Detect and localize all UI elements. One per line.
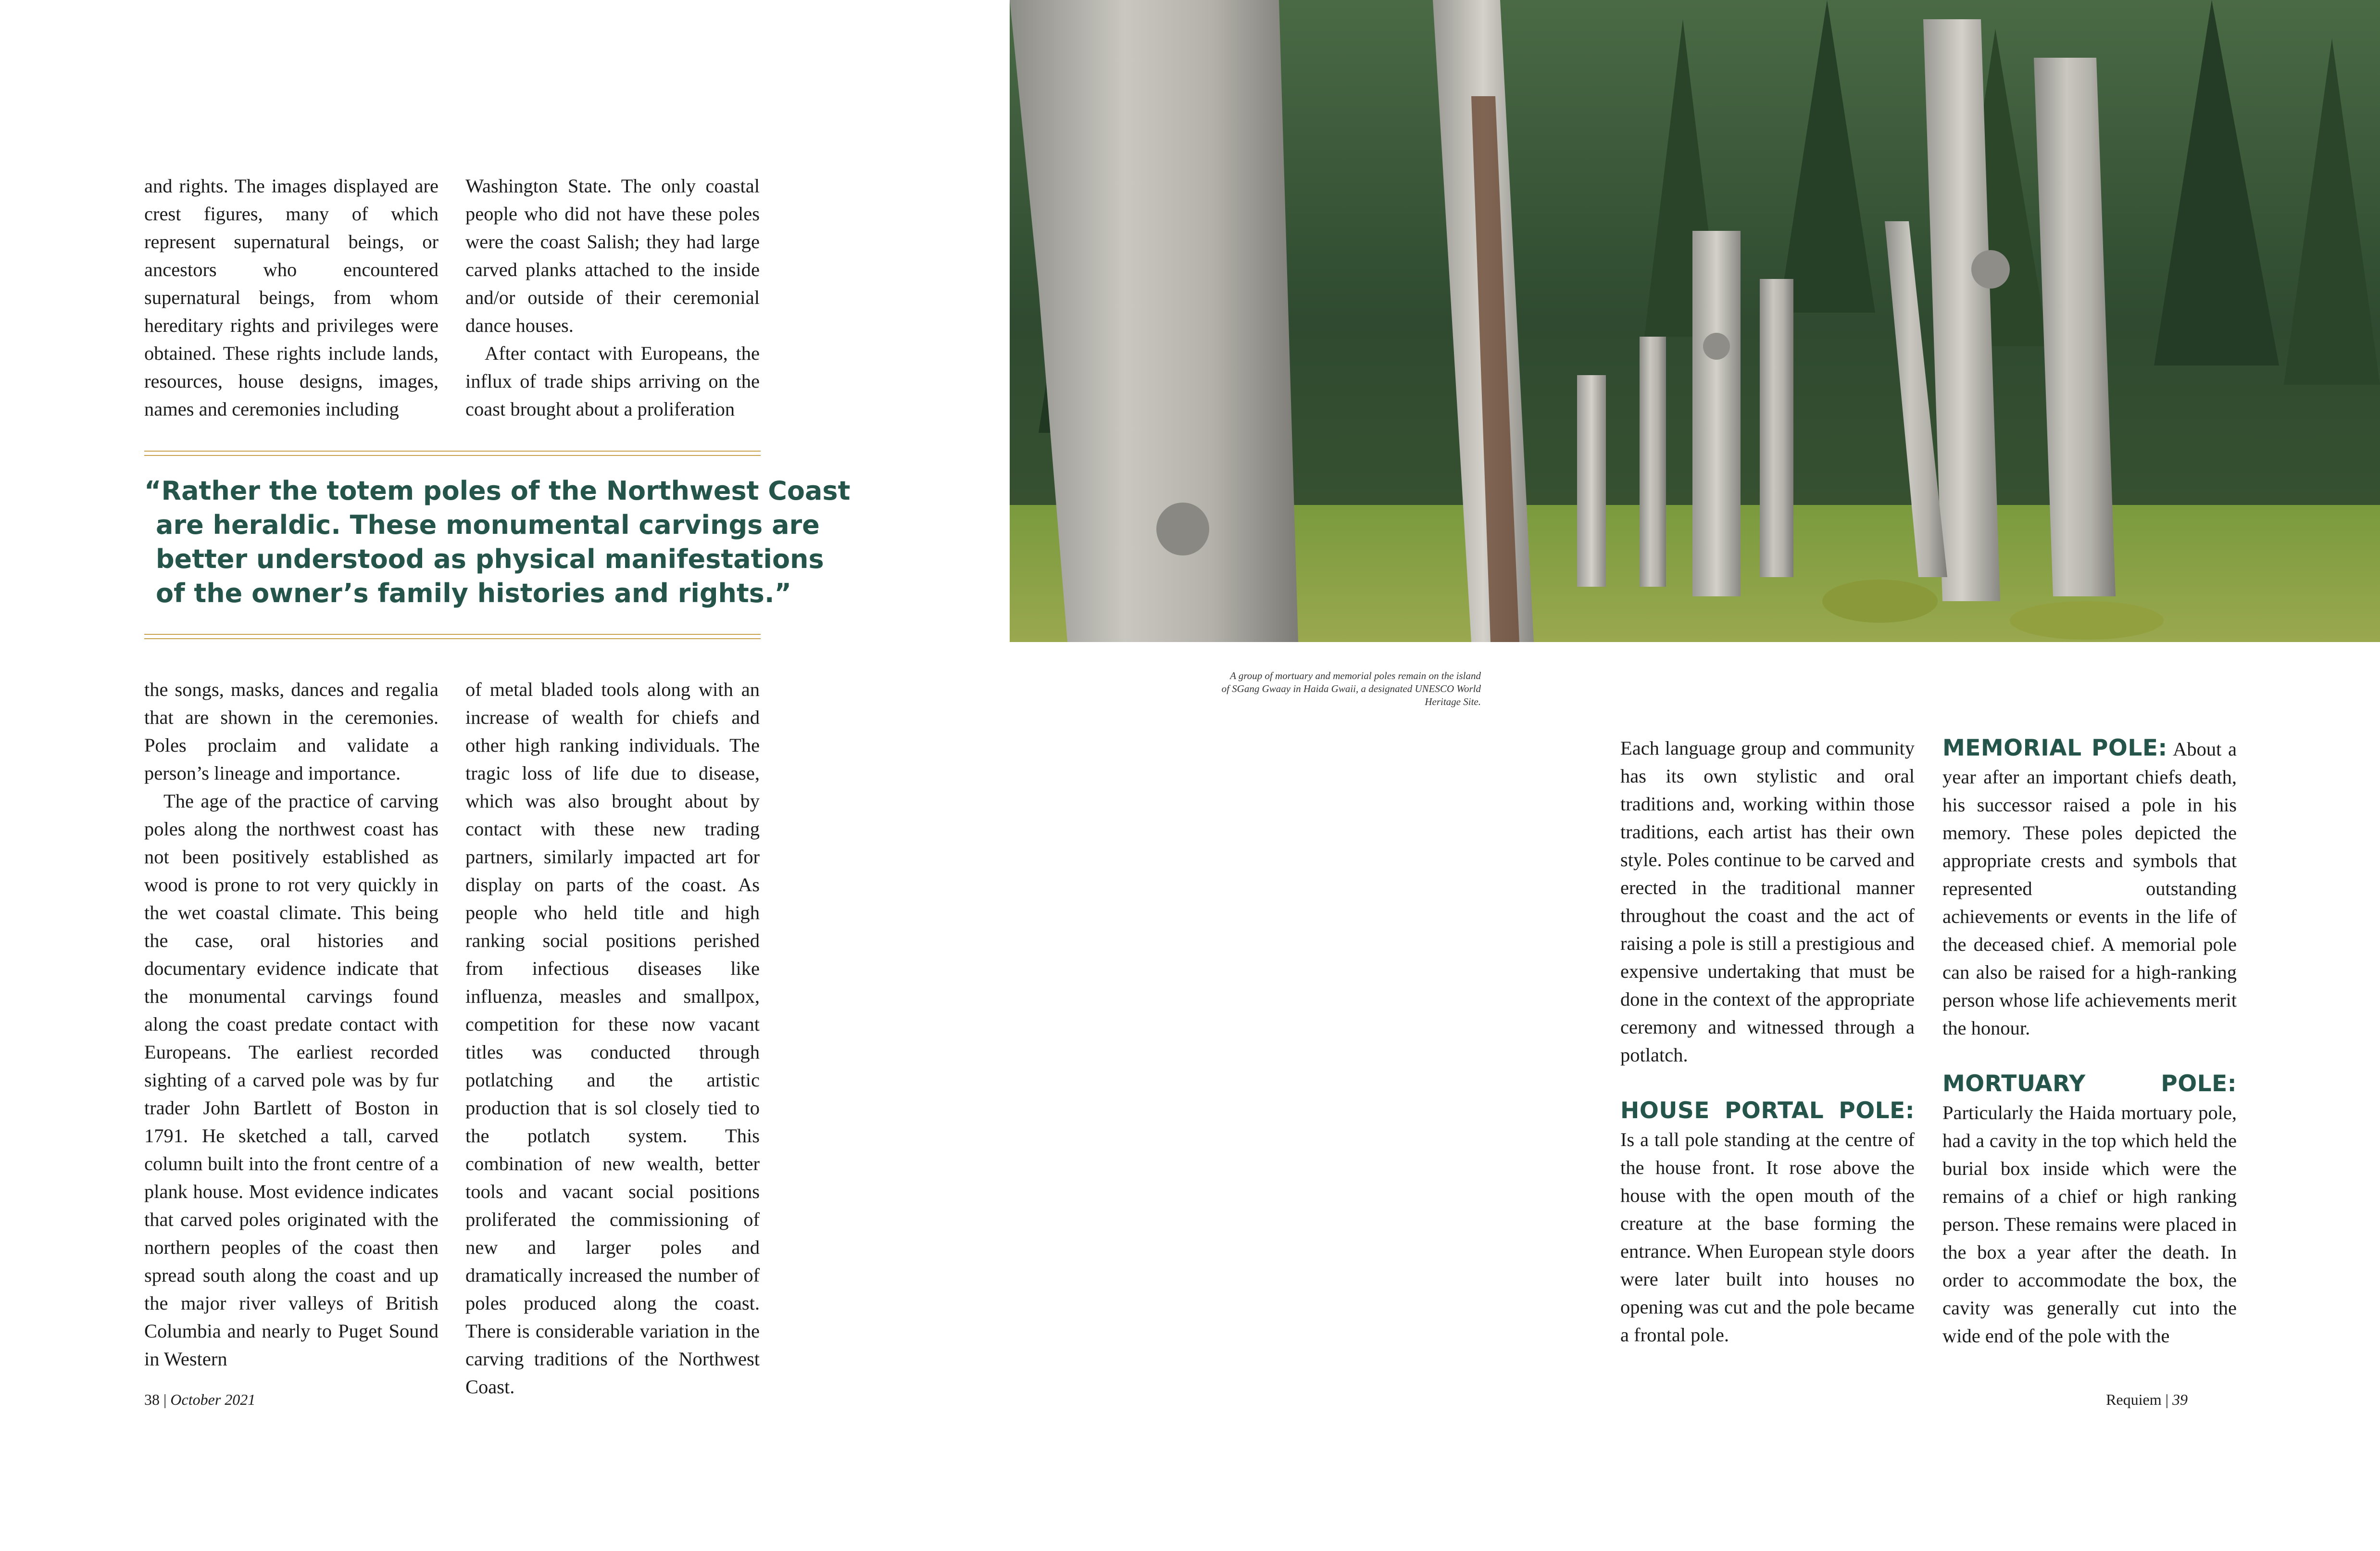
- paragraph: [1942, 734, 2237, 1042]
- mortuary-text: Particularly the Haida mortuary pole, had a cavity in the top which held the burial box inside which were the remains of a chief or high ranking person. These remains were placed in the box a year after the death. In order to accommodate the box, the cavity was generally cut into the wide end of the pole with the: [1942, 1102, 2237, 1347]
- left-col1-top: [144, 172, 438, 423]
- left-col2-top: [465, 172, 760, 423]
- photo-illustration: [1010, 0, 2380, 642]
- carved-face: [1703, 333, 1730, 360]
- memorial-heading: MEMORIAL POLE:: [1942, 735, 2167, 761]
- totem-pole: [1640, 337, 1666, 587]
- totem-poles-photo: [1010, 0, 2380, 642]
- right-folio: [2106, 1390, 2188, 1409]
- carved-face: [1971, 250, 2010, 289]
- mortuary-heading: MORTUARY POLE:: [1942, 1071, 2237, 1097]
- left-folio: [144, 1390, 255, 1409]
- page-number: 39: [2172, 1391, 2188, 1408]
- paragraph: The age of the practice of carving poles along the northwest coast has not been positively established as wood is prone to rot very quickly in the wet coastal climate. This being the case, oral histories and documentary evidence indicate that the monumental carvings found along the coast predate contact with Europeans. The earliest recorded sighting of a carved pole was by fur trader John Bartlett of Boston in 1791. He sketched a tall, carved column built into the front centre of a plank house. Most evidence indicates that carved poles originated with the northern peoples of the coast then spread south along the coast and up the major river valleys of British Columbia and nearly to Puget Sound in Western: [144, 790, 438, 1370]
- publication-name: Requiem |: [2106, 1391, 2168, 1408]
- pull-quote-line: better understood as physical manifestations: [156, 544, 824, 574]
- photo-caption: A group of mortuary and memorial poles remain on the island of SGang Gwaay in Haida Gwaii, a designated UNESCO World Heritage Site.: [1221, 670, 1481, 707]
- left-col1-bottom: [144, 676, 438, 1373]
- right-col2: [1942, 734, 2237, 1350]
- totem-pole: [1692, 231, 1741, 596]
- pull-quote-line: “Rather the totem poles of the Northwest Coast: [144, 476, 851, 506]
- moss-mound: [2010, 601, 2164, 640]
- paragraph: Washington State. The only coastal people who did not have these poles were the coast Salish; they had large carved planks attached to the inside and/or outside of their ceremonial dance houses.: [465, 175, 760, 336]
- moss-mound: [1822, 580, 1938, 623]
- paragraph: of metal bladed tools along with an increase of wealth for chiefs and other high ranking individuals. The tragic loss of life due to disease, which was also brought about by contact with these new trading partners, similarly impacted art for display on parts of the coast. As people who held title and high ranking social positions perished from infectious diseases like influenza, measles and smallpox, competition for these now vacant titles was conducted through potlatching and the artistic production that is sol closely tied to the potlatch system. This combination of new wealth, better tools and vacant social positions proliferated the commissioning of new and larger poles and dramatically increased the number of poles produced along the coast. There is considerable variation in the carving traditions of the Northwest Coast.: [465, 679, 760, 1398]
- house-portal-heading: HOUSE PORTAL POLE:: [1620, 1097, 1915, 1124]
- right-col1: [1620, 734, 1915, 1349]
- right-page: [1010, 0, 2380, 1551]
- paragraph: Each language group and community has its own stylistic and oral traditions and, working within those traditions, each artist has their own style. Poles continue to be carved and erected in the traditional manner throughout the coast and the act of raising a pole is still a prestigious and expensive undertaking that must be done in the context of the appropriate ceremony and witnessed through a potlatch.: [1620, 737, 1915, 1066]
- totem-pole: [1577, 375, 1606, 587]
- left-col2-bottom: [465, 676, 760, 1401]
- paragraph: [1620, 1097, 1915, 1349]
- pullquote-rule-bottom: [144, 634, 761, 635]
- paragraph: After contact with Europeans, the influx of trade ships arriving on the coast brought about a proliferation: [465, 342, 760, 420]
- spacer: [1942, 1042, 2237, 1070]
- page-number: 38 |: [144, 1391, 167, 1408]
- pull-quote: [144, 474, 851, 610]
- spacer: [1620, 1069, 1915, 1097]
- pullquote-rule-top: [144, 451, 761, 452]
- pull-quote-line: are heraldic. These monumental carvings are: [156, 510, 820, 540]
- paragraph: [1942, 1070, 2237, 1350]
- carved-face: [1156, 503, 1209, 555]
- totem-pole: [1760, 279, 1793, 577]
- house-portal-text: Is a tall pole standing at the centre of the house front. It rose above the house with the open mouth of the creature at the base forming the entrance. When European style doors were later built into houses no opening was cut and the pole became a frontal pole.: [1620, 1129, 1915, 1346]
- issue-date: October 2021: [170, 1391, 256, 1408]
- pull-quote-line: of the owner’s family histories and rights.”: [156, 578, 791, 608]
- paragraph: and rights. The images displayed are crest figures, many of which represent supernatural beings, or ancestors who encountered supernatural beings, from whom hereditary rights and privileges were obtained. These rights include lands, resources, house designs, images, names and ceremonies including: [144, 175, 438, 420]
- paragraph: the songs, masks, dances and regalia that are shown in the ceremonies. Poles proclaim and validate a person’s lineage and importance.: [144, 679, 438, 784]
- memorial-text: About a year after an important chiefs death, his successor raised a pole in his memory. These poles depicted the appropriate crests and symbols that represented outstanding achievements or events in the life of the deceased chief. A memorial pole can also be raised for a high-ranking person whose life achievements merit the honour.: [1942, 738, 2237, 1039]
- left-page: [0, 0, 1010, 1551]
